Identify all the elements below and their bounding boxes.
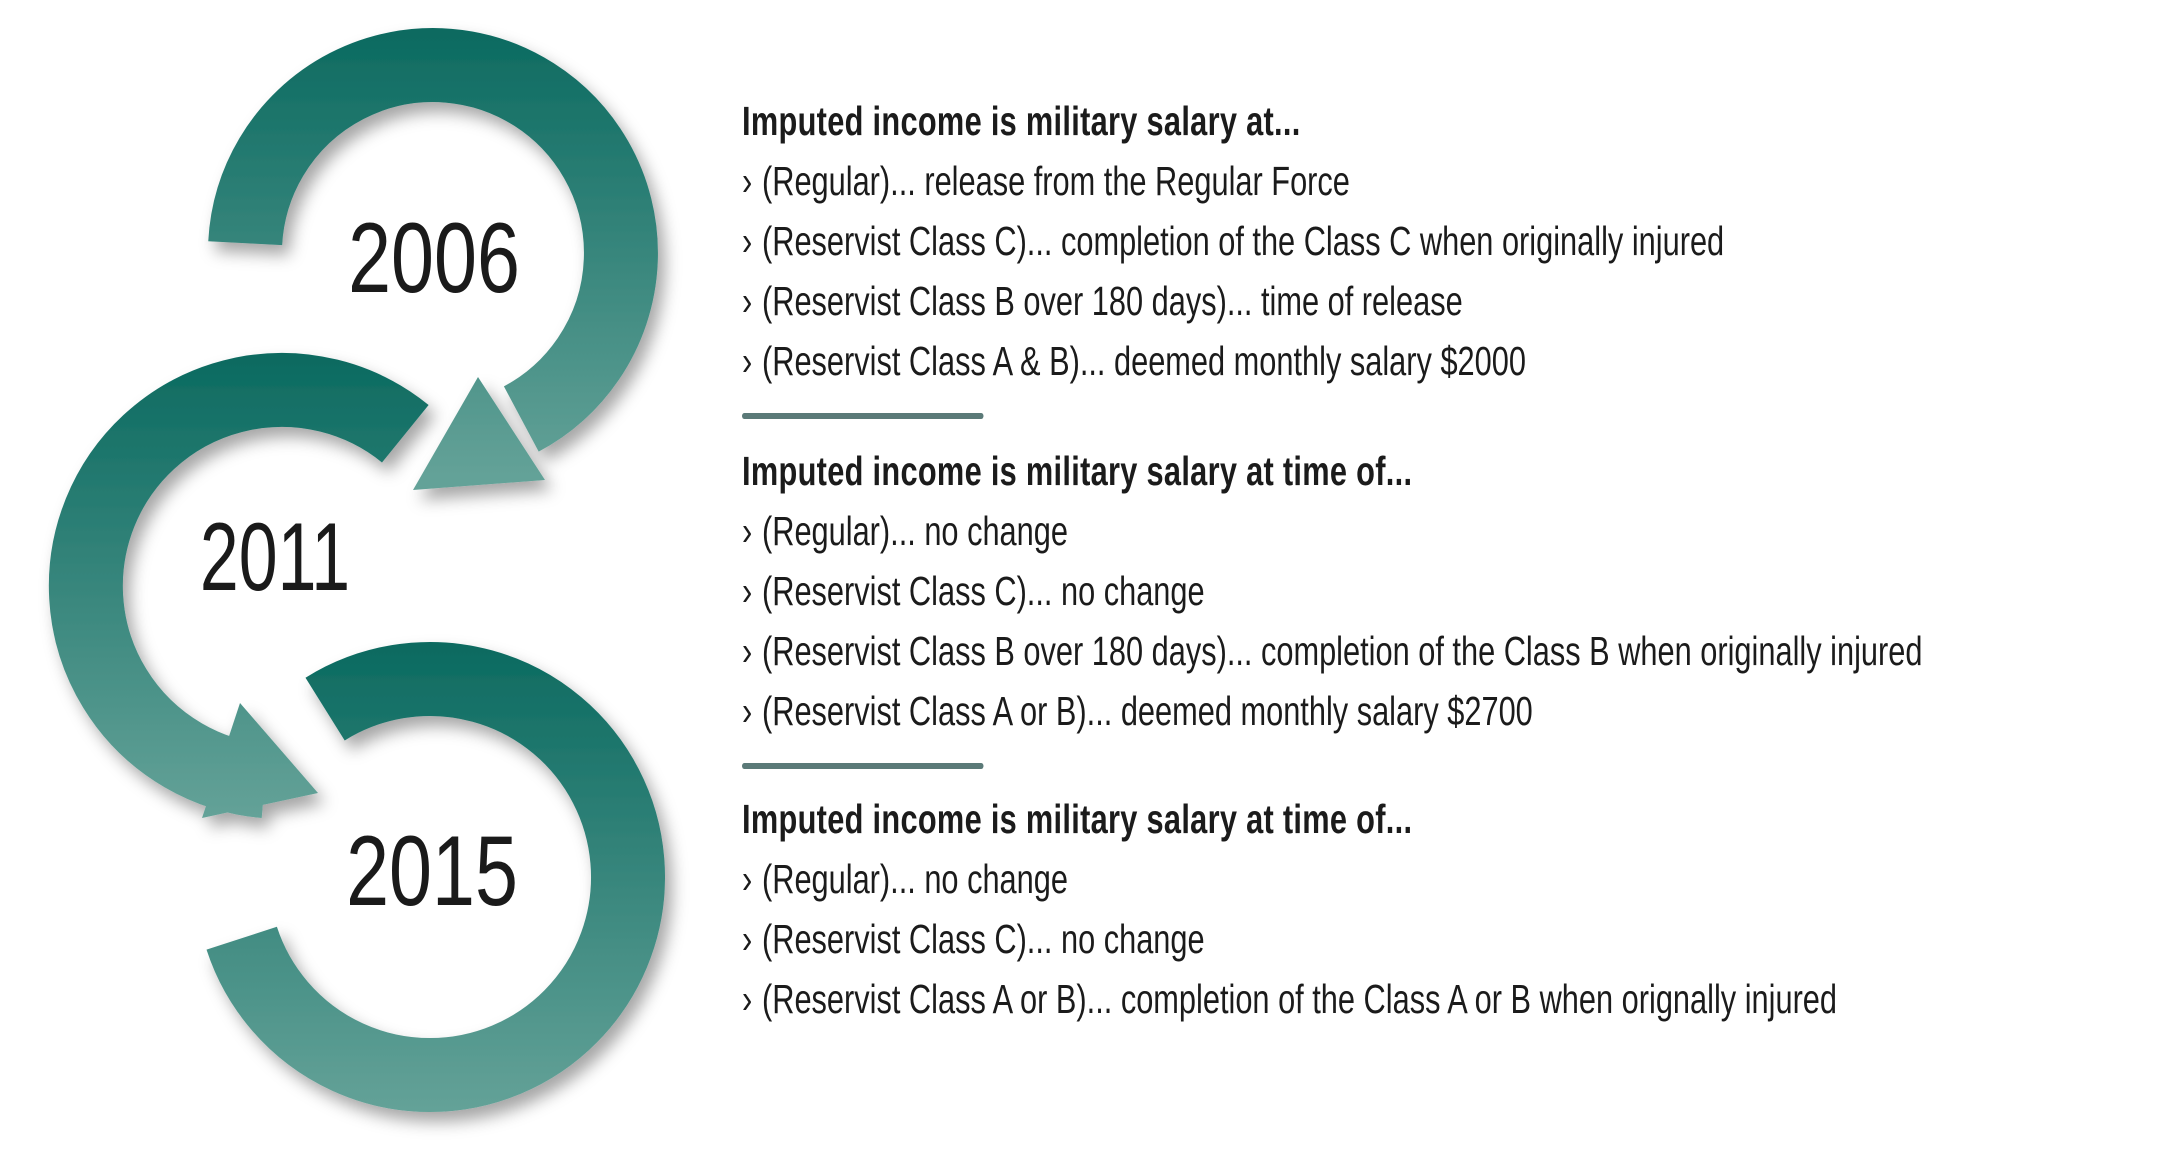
item-text: (Reservist Class A & B)... deemed monthly salary $2000 [761,338,1526,384]
chevron-bullet-icon: › [742,568,753,614]
list-item [742,969,2017,1029]
year-label-2015: 2015 [346,815,518,927]
chevron-bullet-icon: › [742,508,753,554]
chevron-bullet-icon: › [742,338,753,384]
list-item [742,561,2017,621]
chevron-bullet-icon: › [742,158,753,204]
section-2006 [742,91,2017,391]
chevron-bullet-icon: › [742,688,753,734]
chevron-bullet-icon: › [742,278,753,324]
item-text: (Reservist Class C)... no change [761,568,1205,614]
chevron-bullet-icon: › [742,856,753,902]
section-heading: Imputed income is military salary at time of... [742,448,1413,494]
chevron-bullet-icon: › [742,976,753,1022]
list-item [742,211,2017,271]
item-text: (Regular)... no change [761,508,1068,554]
item-text: (Reservist Class C)... completion of the Class C when originally injured [761,218,1725,264]
list-item [742,331,2017,391]
list-item [742,271,2017,331]
details-column [742,91,2017,1029]
section-heading: Imputed income is military salary at... [742,98,1301,144]
chevron-bullet-icon: › [742,916,753,962]
list-item [742,849,2017,909]
section-heading: Imputed income is military salary at time of... [742,796,1413,842]
list-item [742,151,2017,211]
section-divider [742,413,984,419]
item-text: (Reservist Class C)... no change [761,916,1205,962]
timeline-cycles-graphic [0,0,700,1161]
list-item [742,681,2017,741]
section-2011 [742,441,2017,741]
year-label-2011: 2011 [199,501,351,611]
list-item [742,501,2017,561]
section-divider [742,763,984,769]
item-text: (Reservist Class B over 180 days)... completion of the Class B when originally injured [761,628,1923,674]
item-text: (Regular)... release from the Regular Force [761,158,1350,204]
item-text: (Reservist Class A or B)... completion of the Class A or B when orignally injured [761,976,1838,1022]
item-text: (Reservist Class A or B)... deemed monthly salary $2700 [761,688,1533,734]
list-item [742,621,2017,681]
item-text: (Reservist Class B over 180 days)... time of release [761,278,1463,324]
year-label-2006: 2006 [348,202,520,314]
section-2015 [742,789,2017,1029]
item-text: (Regular)... no change [761,856,1068,902]
chevron-bullet-icon: › [742,628,753,674]
list-item [742,909,2017,969]
chevron-bullet-icon: › [742,218,753,264]
